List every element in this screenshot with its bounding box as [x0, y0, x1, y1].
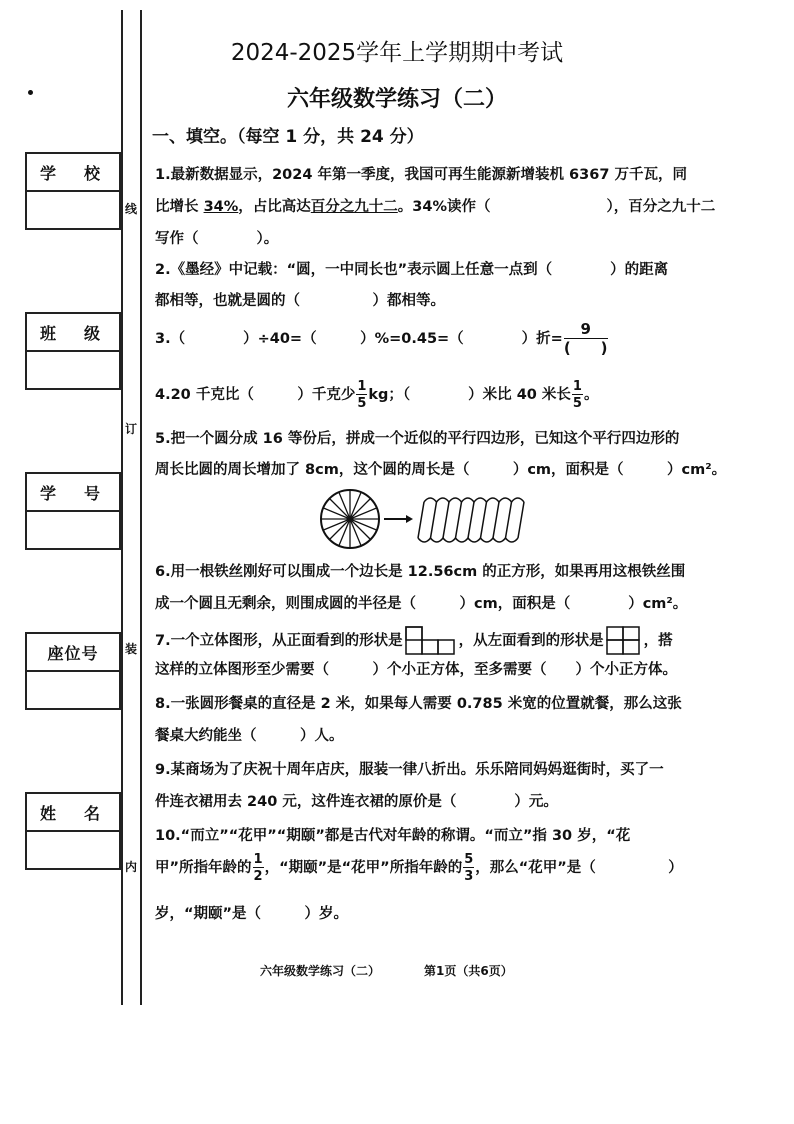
q2-line2: 都相等，也就是圆的（ ）都相等。	[155, 293, 445, 309]
q10-line2	[155, 853, 683, 883]
q10-line1: 10.“而立”“花甲”“期颐”都是古代对年龄的称谓。“而立”指 30 岁，“花	[155, 828, 631, 844]
class-label: 班 级	[27, 314, 119, 352]
q8-line2: 餐桌大约能坐（ ）人。	[155, 728, 344, 744]
parallelogram-sector-edge	[468, 502, 474, 538]
parallelogram-sector-edge	[506, 502, 512, 538]
q7-line1	[155, 626, 673, 656]
q1-text-c: ，占比高达	[238, 199, 311, 215]
q7-line2: 这样的立体图形至少需要（ ）个小正方体，至多需要（ ）个小正方体。	[155, 662, 677, 678]
q1-line1: 1.最新数据显示，2024 年第一季度，我国可再生能源新增装机 6367 万千瓦，同	[155, 167, 687, 183]
school-label: 学 校	[27, 154, 119, 192]
parallelogram-sector-edge	[456, 502, 462, 538]
seat-number-label: 座位号	[27, 634, 119, 672]
q1-underlined-words: 百分之九十二	[310, 199, 398, 215]
q4-text-a: 4.20 千克比（ ）千克少	[155, 387, 356, 403]
footer-title: 六年级数学练习（二）	[260, 964, 381, 978]
name-field[interactable]	[25, 792, 121, 870]
class-field[interactable]	[25, 312, 121, 390]
q4-text-c: 。	[583, 387, 599, 403]
q10-fraction-2-num: 5	[464, 852, 474, 867]
q7-text-b: ，从左面看到的形状是	[458, 633, 604, 649]
q10-text-c: ，那么“花甲”是（ ）	[475, 860, 683, 876]
q4-fraction-2	[572, 380, 583, 410]
q10-text-b: ，“期颐”是“花甲”所指年龄的	[264, 860, 463, 876]
q5-line2: 周长比圆的周长增加了 8cm，这个圆的周长是（ ）cm，面积是（ ）cm²。	[155, 462, 727, 478]
q9-line2: 件连衣裙用去 240 元，这件连衣裙的原价是（ ）元。	[155, 794, 558, 810]
page-number: 第1页（共6页）	[424, 964, 513, 978]
parallelogram-sector-edge	[431, 502, 437, 538]
left-view-figure	[606, 626, 642, 656]
q8-line1: 8.一张圆形餐桌的直径是 2 米，如果每人需要 0.785 米宽的位置就餐，那么这张	[155, 696, 682, 712]
q2-line1: 2.《墨经》中记载：“圆，一中同长也”表示圆上任意一点到（ ）的距离	[155, 262, 669, 278]
student-number-field[interactable]	[25, 472, 121, 550]
section-heading: 一、填空。（每空 1 分，共 24 分）	[152, 127, 424, 147]
parallelogram-sector-edge	[518, 502, 524, 538]
page-footer	[260, 962, 513, 979]
q1-text-a: 比增长	[155, 199, 204, 215]
q3-text: 3.（ ）÷40=（ ）%=0.45=（ ）折=	[155, 331, 563, 347]
q1-underlined-percent: 34%	[203, 199, 239, 215]
q4-line	[155, 380, 598, 410]
q9-line1: 9.某商场为了庆祝十周年店庆，服装一律八折出。乐乐陪同妈妈逛街时，买了一	[155, 762, 664, 778]
q10-text-a: 甲”所指年龄的	[155, 860, 252, 876]
q10-fraction-1-den: 2	[253, 869, 263, 884]
q7-text-a: 7.一个立体图形，从正面看到的形状是	[155, 633, 403, 649]
parallelogram-bottom-edge	[418, 538, 518, 542]
parallelogram-sector-edge	[481, 502, 487, 538]
q6-line1: 6.用一根铁丝刚好可以围成一个边长是 12.56cm 的正方形，如果再用这根铁丝围	[155, 564, 686, 580]
seat-number-field[interactable]	[25, 632, 121, 710]
binding-mark-nei: 内	[125, 860, 138, 874]
binding-line-inner	[140, 10, 142, 1005]
q10-fraction-1	[253, 853, 264, 883]
q1-text-e: 。34%读作（ ），百分之九十二	[397, 199, 716, 215]
binding-mark-zhuang: 装	[125, 642, 138, 656]
q4-fraction-1-num: 1	[357, 379, 367, 394]
q1-line3: 写作（ ）。	[155, 231, 279, 247]
approximate-parallelogram	[418, 498, 524, 542]
q4-fraction-1	[356, 380, 367, 410]
q5-line1: 5.把一个圆分成 16 等份后，拼成一个近似的平行四边形，已知这个平行四边形的	[155, 431, 680, 447]
binding-mark-ding: 订	[125, 422, 138, 436]
binding-mark-xian: 线	[125, 202, 138, 216]
q7-text-c: ，搭	[643, 633, 673, 649]
q6-line2: 成一个圆且无剩余，则围成圆的半径是（ ）cm，面积是（ ）cm²。	[155, 596, 688, 612]
q10-line3: 岁，“期颐”是（ ）岁。	[155, 906, 349, 922]
q4-fraction-2-den: 5	[572, 396, 582, 411]
q10-fraction-1-num: 1	[253, 852, 263, 867]
circle-to-parallelogram-figure	[318, 488, 530, 550]
q4-fraction-2-num: 1	[572, 379, 582, 394]
arrow-icon	[384, 515, 413, 523]
name-label: 姓 名	[27, 794, 119, 832]
sectored-circle	[321, 490, 379, 548]
q10-fraction-2-den: 3	[464, 869, 474, 884]
q4-text-b: kg；（ ）米比 40 米长	[368, 387, 571, 403]
q3-numerator: 9	[564, 322, 608, 339]
q4-fraction-1-den: 5	[357, 396, 367, 411]
parallelogram-sector-edge	[418, 502, 424, 538]
q3-denominator: ( )	[563, 339, 608, 357]
q3-fraction	[564, 322, 608, 356]
front-view-figure	[405, 626, 457, 656]
student-number-label: 学 号	[27, 474, 119, 512]
parallelogram-sector-edge	[443, 502, 449, 538]
binding-line-outer	[121, 10, 123, 1005]
parallelogram-top-edge	[424, 498, 524, 502]
exam-title: 2024-2025学年上学期期中考试	[230, 40, 564, 66]
school-field[interactable]	[25, 152, 121, 230]
q10-fraction-2	[463, 853, 474, 883]
q1-line2	[155, 195, 715, 216]
exam-subtitle: 六年级数学练习（二）	[286, 87, 507, 112]
parallelogram-sector-edge	[493, 502, 499, 538]
q3-line	[155, 322, 609, 356]
